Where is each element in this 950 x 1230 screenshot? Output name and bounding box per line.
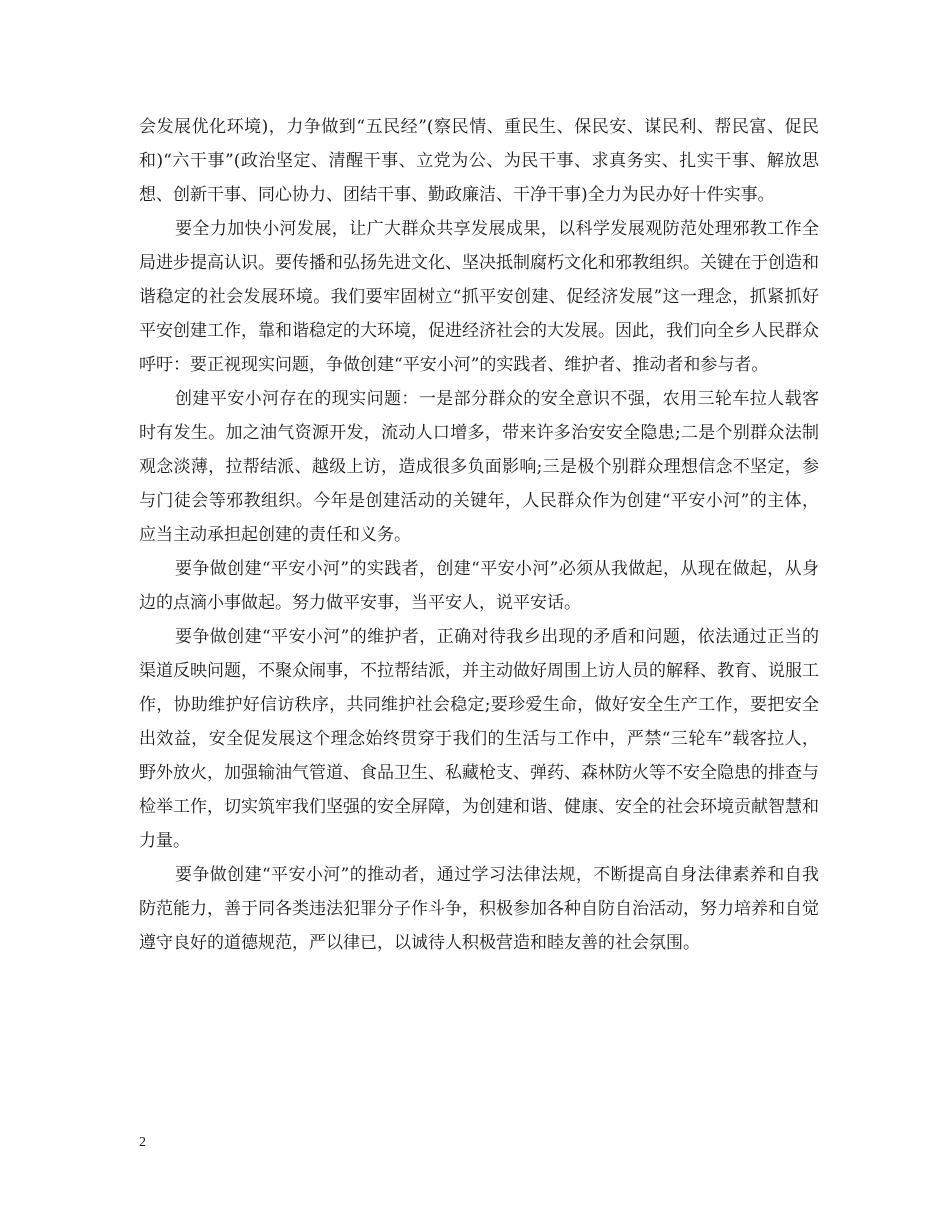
paragraph-2: 要全力加快小河发展，让广大群众共享发展成果，以科学发展观防范处理邪教工作全局进步提高认识。要传播和弘扬先进文化、坚决抵制腐朽文化和邪教组织。关键在于创造和谐稳定的社会发展环境。我们要牢固树立“抓平安创建、促经济发展”这一理念，抓紧抓好平安创建工作，靠和谐稳定的大环境，促进经济社会的大发展。因此，我们向全乡人民群众呼吁：要正视现实问题，争做创建“平安小河”的实践者、维护者、推动者和参与者。: [139, 219, 819, 375]
paragraph-3: 创建平安小河存在的现实问题：一是部分群众的安全意识不强，农用三轮车拉人载客时有发生。加之油气资源开发，流动人口增多，带来许多治安安全隐患;二是个别群众法制观念淡薄，拉帮结派、越级上访，造成很多负面影响;三是极个别群众理想信念不坚定，参与门徒会等邪教组织。今年是创建活动的关键年，人民群众作为创建“平安小河”的主体，应当主动承担起创建的责任和义务。: [139, 389, 819, 545]
paragraph-6: 要争做创建“平安小河”的推动者，通过学习法律法规，不断提高自身法律素养和自我防范能力，善于同各类违法犯罪分子作斗争，积极参加各种自防自治活动，努力培养和自觉遵守良好的道德规范，严以律已，以诚待人积极营造和睦友善的社会氛围。: [139, 865, 819, 953]
page-number: 2: [139, 1135, 146, 1150]
paragraph-5: 要争做创建“平安小河”的维护者，正确对待我乡出现的矛盾和问题，依法通过正当的渠道反映问题，不聚众闹事，不拉帮结派，并主动做好周围上访人员的解释、教育、说服工作，协助维护好信访秩序，共同维护社会稳定;要珍爱生命，做好安全生产工作，要把安全出效益，安全促发展这个理念始终贯穿于我们的生活与工作中，严禁“三轮车”载客拉人，野外放火，加强输油气管道、食品卫生、私藏枪支、弹药、森林防火等不安全隐患的排查与检举工作，切实筑牢我们坚强的安全屏障，为创建和谐、健康、安全的社会环境贡献智慧和力量。: [139, 627, 819, 851]
paragraph-4: 要争做创建“平安小河”的实践者，创建“平安小河”必须从我做起，从现在做起，从身边的点滴小事做起。努力做平安事，当平安人，说平安话。: [139, 559, 819, 613]
paragraph-1: 会发展优化环境)，力争做到“五民经”(察民情、重民生、保民安、谋民利、帮民富、促民和)“六干事”(政治坚定、清醒干事、立党为公、为民干事、求真务实、扎实干事、解放思想、创新干事、同心协力、团结干事、勤政廉洁、干净干事)全力为民办好十件实事。: [139, 117, 819, 205]
document-body: [139, 110, 819, 960]
